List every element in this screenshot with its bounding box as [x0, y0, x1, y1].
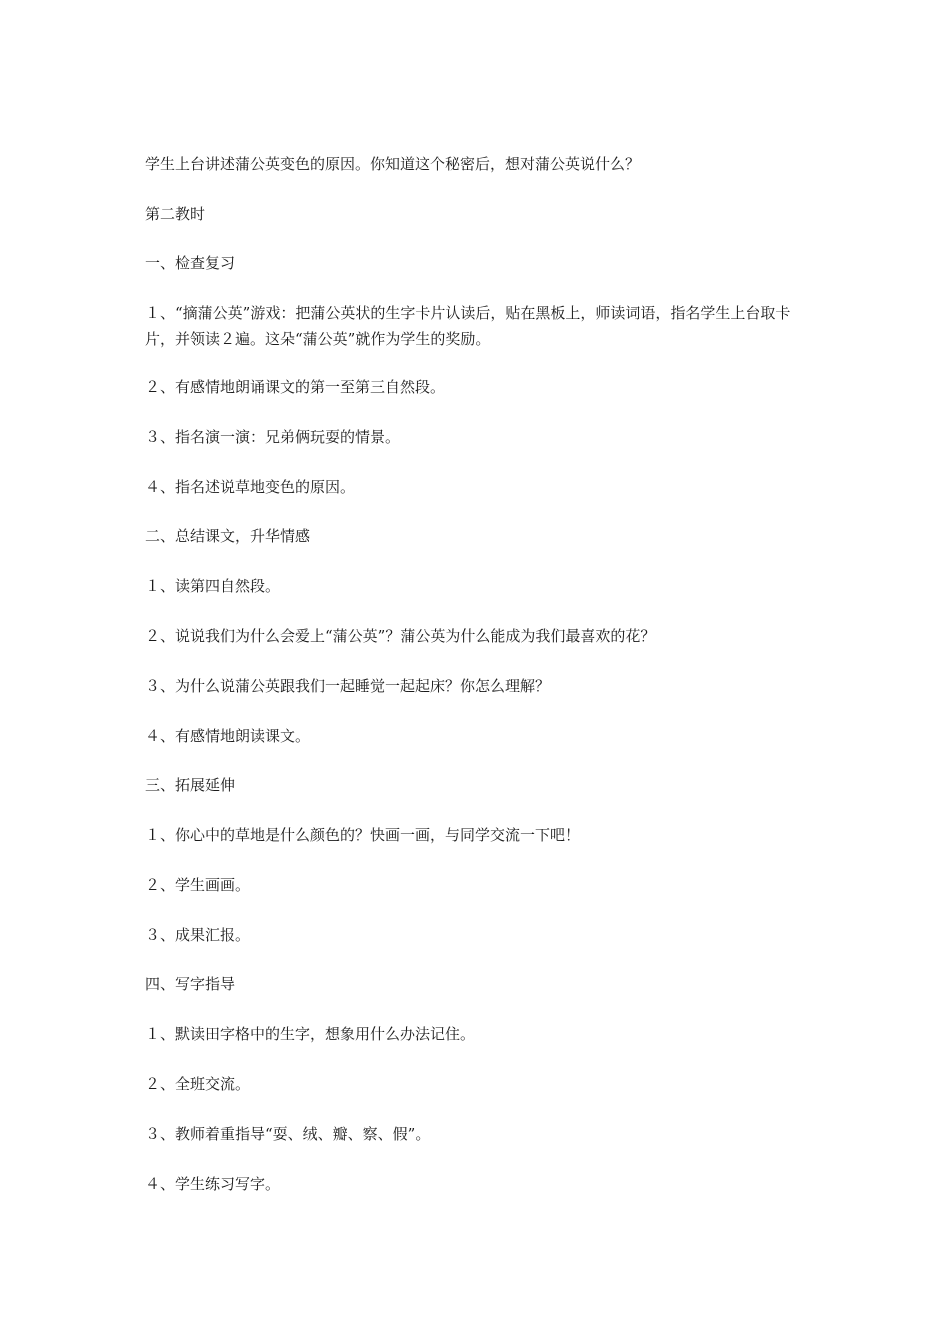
review-item-3: ３、指名演一演：兄弟俩玩耍的情景。 — [145, 428, 401, 446]
section-heading-summary: 二、总结课文，升华情感 — [145, 527, 311, 545]
summary-item-2: ２、说说我们为什么会爱上“蒲公英”？蒲公英为什么能成为我们最喜欢的花？ — [145, 627, 656, 645]
lesson-heading: 第二教时 — [145, 205, 206, 223]
summary-item-4: ４、有感情地朗读课文。 — [145, 727, 311, 745]
summary-item-3: ３、为什么说蒲公英跟我们一起睡觉一起起床？你怎么理解？ — [145, 677, 551, 695]
extension-item-3: ３、成果汇报。 — [145, 926, 251, 944]
review-item-2: ２、有感情地朗诵课文的第一至第三自然段。 — [145, 378, 446, 396]
writing-item-3: ３、教师着重指导“耍、绒、瓣、察、假”。 — [145, 1125, 431, 1143]
writing-item-2: ２、全班交流。 — [145, 1075, 251, 1093]
summary-item-1: １、读第四自然段。 — [145, 577, 281, 595]
section-heading-extension: 三、拓展延伸 — [145, 776, 236, 794]
review-item-1: １、“摘蒲公英”游戏：把蒲公英状的生字卡片认读后，贴在黑板上，师读词语，指名学生上台取卡片，并领读２遍。这朵“蒲公英”就作为学生的奖励。 — [145, 304, 791, 348]
extension-item-1: １、你心中的草地是什么颜色的？快画一画，与同学交流一下吧！ — [145, 826, 581, 844]
section-heading-writing: 四、写字指导 — [145, 975, 236, 993]
writing-item-4: ４、学生练习写字。 — [145, 1175, 281, 1193]
review-item-4: ４、指名述说草地变色的原因。 — [145, 478, 356, 496]
intro-paragraph: 学生上台讲述蒲公英变色的原因。你知道这个秘密后，想对蒲公英说什么？ — [145, 155, 641, 173]
section-heading-review: 一、检查复习 — [145, 254, 236, 272]
writing-item-1: １、默读田字格中的生字，想象用什么办法记住。 — [145, 1025, 476, 1043]
extension-item-2: ２、学生画画。 — [145, 876, 251, 894]
